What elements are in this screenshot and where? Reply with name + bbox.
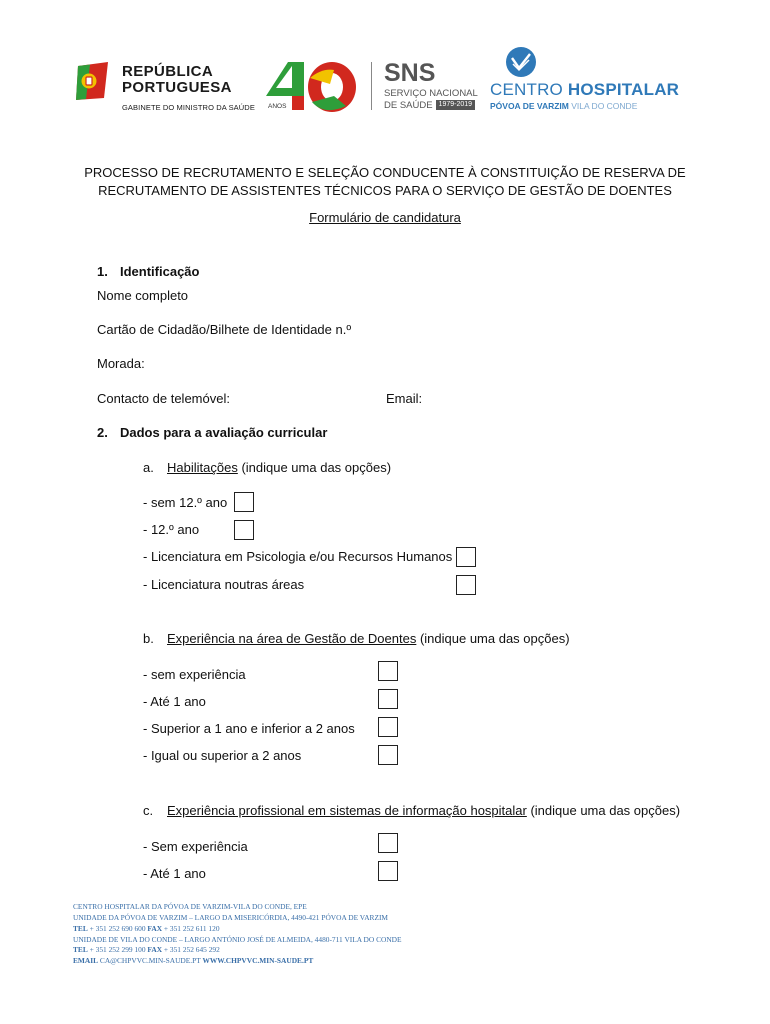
address-label[interactable]: Morada: [97, 356, 145, 371]
experiencia-sistemas-title: Experiência profissional em sistemas de informação hospitalar [167, 803, 527, 818]
habilitacoes-hint: (indique uma das opções) [237, 460, 392, 475]
footer-vila-conde-contacts [73, 945, 220, 956]
option-label: - 12.º ano [143, 522, 200, 537]
anos-label: ANOS [268, 103, 287, 110]
subsection-b-title [167, 631, 570, 647]
id-card-label[interactable]: Cartão de Cidadão/Bilhete de Identidade n.º [97, 322, 352, 337]
hospital-name-hospitalar: HOSPITALAR [567, 80, 680, 99]
option-label: - Igual ou superior a 2 anos [143, 748, 302, 763]
portugal-flag-icon [74, 60, 112, 102]
checkbox-licenciatura-outras[interactable] [456, 575, 476, 595]
footer-vila-conde-address: UNIDADE DE VILA DO CONDE – LARGO ANTÓNIO JOSÉ DE ALMEIDA, 4480-711 VILA DO CONDE [73, 935, 402, 944]
hospital-name-line1 [490, 80, 679, 100]
tel-label: TEL [73, 924, 88, 933]
sns-line1: SERVIÇO NACIONAL [384, 88, 478, 99]
checkbox-licenciatura-psicologia[interactable] [456, 547, 476, 567]
tel-label: TEL [73, 945, 88, 954]
sns-abbr: SNS [384, 59, 436, 87]
document-title-line1: PROCESSO DE RECRUTAMENTO E SELEÇÃO CONDUCENTE À CONSTITUIÇÃO DE RESERVA DE [84, 165, 686, 180]
republica-line3: GABINETE DO MINISTRO DA SAÚDE [122, 103, 255, 112]
checkbox-c-ate-1-ano[interactable] [378, 861, 398, 881]
sns-line2: DE SAÚDE [384, 100, 433, 111]
fax-label: FAX [147, 924, 163, 933]
subsection-c-letter: c. [143, 803, 154, 818]
hospital-location-povoa: PÓVOA DE VARZIM [490, 101, 572, 111]
povoa-phone: + 351 252 690 600 [87, 924, 148, 933]
option-label: - Licenciatura noutras áreas [143, 577, 305, 592]
checkbox-12-ano[interactable] [234, 520, 254, 540]
full-name-label[interactable]: Nome completo [97, 288, 189, 303]
logo-divider [371, 62, 372, 110]
option-label: - Até 1 ano [143, 866, 206, 881]
experiencia-gestao-title: Experiência na área de Gestão de Doentes [167, 631, 417, 646]
hospital-name-line2 [490, 101, 637, 112]
sns-name [384, 88, 478, 112]
sns-years: 1979-2019 [436, 100, 475, 110]
section2-heading: Dados para a avaliação curricular [120, 425, 328, 440]
republica-line2: PORTUGUESA [122, 79, 232, 96]
povoa-fax: + 351 252 611 120 [162, 924, 220, 933]
checkbox-b-sem-experiencia[interactable] [378, 661, 398, 681]
phone-label[interactable]: Contacto de telemóvel: [97, 391, 230, 406]
subsection-a-title [167, 460, 391, 476]
email-label[interactable]: Email: [386, 391, 423, 406]
vila-conde-fax: + 351 252 645 292 [162, 945, 220, 954]
checkbox-c-sem-experiencia[interactable] [378, 833, 398, 853]
option-label: - Até 1 ano [143, 694, 206, 709]
form-subtitle: Formulário de candidatura [309, 210, 461, 225]
subsection-a-letter: a. [143, 460, 154, 475]
republica-line1: REPÚBLICA [122, 63, 214, 80]
vila-conde-phone: + 351 252 299 100 [87, 945, 148, 954]
footer-website[interactable]: WWW.CHPVVC.MIN-SAUDE.PT [202, 956, 314, 965]
experiencia-gestao-hint: (indique uma das opções) [416, 631, 570, 646]
habilitacoes-title: Habilitações [167, 460, 238, 475]
checkbox-b-2-anos-ou-mais[interactable] [378, 745, 398, 765]
experiencia-sistemas-hint: (indique uma das opções) [526, 803, 681, 818]
checkbox-sem-12-ano[interactable] [234, 492, 254, 512]
option-label: - sem experiência [143, 667, 246, 682]
section2-number: 2. [97, 425, 108, 440]
footer-povoa-address: UNIDADE DA PÓVOA DE VARZIM – LARGO DA MISERICÓRDIA, 4490-421 PÓVOA DE VARZIM [73, 913, 389, 922]
email-label-footer: EMAIL [73, 956, 99, 965]
footer-email[interactable]: CA@CHPVVC.MIN-SAUDE.PT [98, 956, 203, 965]
option-label: - Licenciatura em Psicologia e/ou Recursos Humanos [143, 549, 453, 564]
section1-number: 1. [97, 264, 108, 279]
option-label: - sem 12.º ano [143, 495, 228, 510]
hospital-name-centro: CENTRO [490, 80, 568, 99]
checkbox-b-ate-1-ano[interactable] [378, 689, 398, 709]
hospital-emblem-icon [504, 46, 538, 78]
fax-label: FAX [147, 945, 163, 954]
footer-email-web [73, 956, 313, 967]
option-label: - Sem experiência [143, 839, 248, 854]
section1-heading: Identificação [120, 264, 200, 279]
document-title-line2: RECRUTAMENTO DE ASSISTENTES TÉCNICOS PARA O SERVIÇO DE GESTÃO DE DOENTES [98, 183, 672, 198]
checkbox-b-1-a-2-anos[interactable] [378, 717, 398, 737]
subsection-c-title [167, 803, 680, 819]
option-label: - Superior a 1 ano e inferior a 2 anos [143, 721, 355, 736]
footer-institution: CENTRO HOSPITALAR DA PÓVOA DE VARZIM-VILA DO CONDE, EPE [73, 902, 307, 911]
subsection-b-letter: b. [143, 631, 154, 646]
hospital-location-vila-conde: VILA DO CONDE [571, 101, 638, 111]
footer-povoa-contacts [73, 924, 220, 935]
